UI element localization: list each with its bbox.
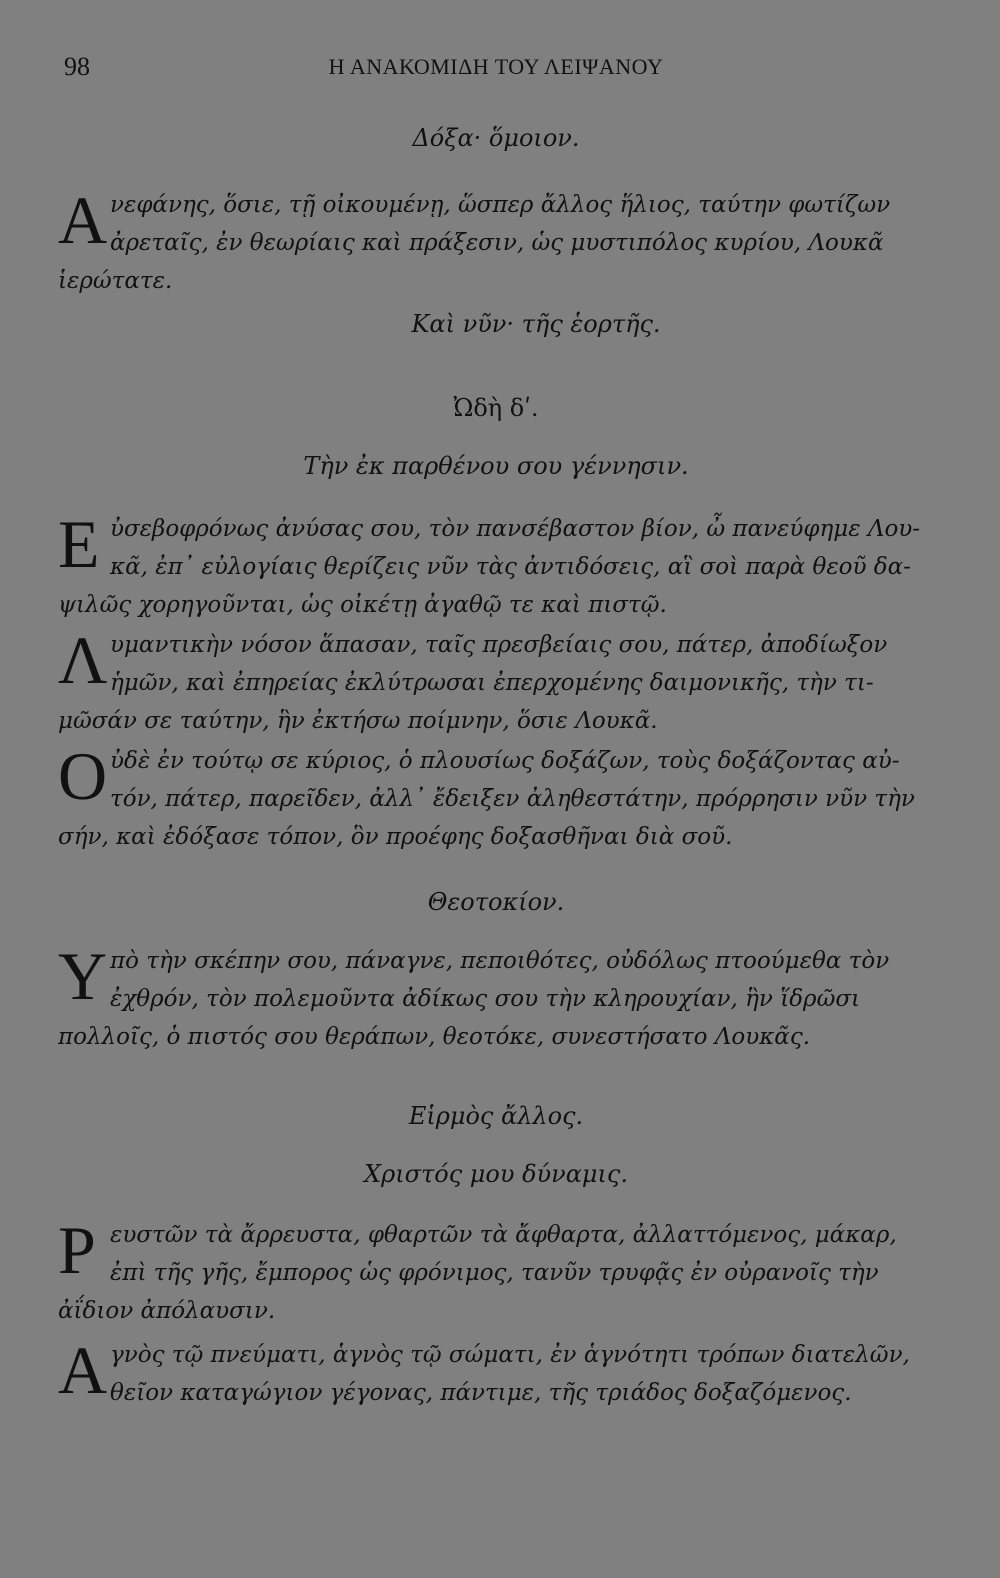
heading-theotokion: Θεοτοκίον. xyxy=(427,888,565,916)
text-line: γνὸς τῷ πνεύματι, ἁγνὸς τῷ σώματι, ἐν ἁγνότητι τρόπων διατελῶν, xyxy=(110,1342,910,1368)
text-line: πολλοῖς, ὁ πιστός σου θεράπων, θεοτόκε, συνεστήσατο Λουκᾶς. xyxy=(58,1024,811,1050)
text-line: ἀρεταῖς, ἐν θεωρίαις καὶ πράξεσιν, ὡς μυστιπόλος κυρίου, Λουκᾶ xyxy=(110,230,884,256)
paragraph xyxy=(58,938,926,1056)
text-line: πὸ τὴν σκέπην σου, πάναγνε, πεποιθότες, οὐδόλως πτοούμεθα τὸν xyxy=(110,948,890,974)
heading-heirmos-allos: Εἱρμὸς ἄλλος. xyxy=(408,1102,584,1130)
paragraph xyxy=(58,182,926,300)
paragraph xyxy=(58,622,926,740)
running-head: Η ΑΝΑΚΟΜΙΔΗ ΤΟΥ ΛΕΙΨΑΝΟΥ xyxy=(328,54,664,79)
drop-cap: Λ xyxy=(58,622,108,698)
text-line: υμαντικὴν νόσον ἅπασαν, ταῖς πρεσβείαις σου, πάτερ, ἀποδίωξον xyxy=(110,632,888,658)
text-line: ευστῶν τὰ ἄρρευστα, φθαρτῶν τὰ ἄφθαρτα, ἀλλαττόμενος, μάκαρ, xyxy=(110,1222,897,1248)
text-line: νεφάνης, ὅσιε, τῇ οἰκουμένῃ, ὥσπερ ἄλλος ἥλιος, ταύτην φωτίζων xyxy=(110,192,891,218)
heading-doxa: Δόξα· ὅμοιον. xyxy=(412,124,580,152)
text-line: ἐχθρόν, τὸν πολεμοῦντα ἀδίκως σου τὴν κληρουχίαν, ἣν ἵδρῶσι xyxy=(110,986,861,1012)
drop-cap: Ε xyxy=(58,506,100,582)
drop-cap: Α xyxy=(58,1332,108,1408)
text-line: μῶσάν σε ταύτην, ἣν ἐκτήσω ποίμνην, ὅσιε Λουκᾶ. xyxy=(58,708,658,734)
drop-cap: Υ xyxy=(58,938,108,1014)
book-page xyxy=(58,40,934,1540)
paragraph xyxy=(58,506,926,624)
text-line: τόν, πάτερ, παρεῖδεν, ἀλλ᾽ ἔδειξεν ἀληθεστάτην, πρόρρησιν νῦν τὴν xyxy=(110,786,915,812)
text-line: κᾶ, ἐπ᾽ εὐλογίαις θερίζεις νῦν τὰς ἀντιδόσεις, αἳ σοὶ παρὰ θεοῦ δα- xyxy=(110,554,911,580)
drop-cap: Ρ xyxy=(58,1212,96,1288)
text-line: θεῖον καταγώγιον γέγονας, πάντιμε, τῆς τριάδος δοξαζόμενος. xyxy=(110,1380,852,1406)
text-line: σήν, καὶ ἐδόξασε τόπον, ὃν προέφης δοξασθῆναι διὰ σοῦ. xyxy=(58,824,733,850)
paragraph xyxy=(58,1332,926,1412)
text-line: ἀΐδιον ἀπόλαυσιν. xyxy=(58,1298,276,1324)
text-line: ἐπὶ τῆς γῆς, ἔμπορος ὡς φρόνιμος, τανῦν τρυφᾷς ἐν οὐρανοῖς τὴν xyxy=(110,1260,879,1286)
text-line: ψιλῶς χορηγοῦνται, ὡς οἰκέτῃ ἀγαθῷ τε καὶ πιστῷ. xyxy=(58,592,667,618)
paragraph xyxy=(58,1212,926,1330)
heading-ode: Ὠδὴ δʹ. xyxy=(453,394,539,422)
text-line: ἱερώτατε. xyxy=(58,268,173,294)
paragraph xyxy=(58,738,926,856)
text-line: ἡμῶν, καὶ ἐπηρείας ἐκλύτρωσαι ἐπερχομένης δαιμονικῆς, τὴν τι- xyxy=(110,670,874,696)
drop-cap: Α xyxy=(58,182,108,258)
heading-heirmos: Τὴν ἐκ παρθένου σου γέννησιν. xyxy=(303,452,689,480)
drop-cap: Ο xyxy=(58,738,108,814)
page-header xyxy=(58,52,934,86)
text-line: ὐδὲ ἐν τούτῳ σε κύριος, ὁ πλουσίως δοξάζων, τοὺς δοξάζοντας αὐ- xyxy=(110,748,900,774)
heading-heirmos-title: Χριστός μου δύναμις. xyxy=(364,1160,628,1188)
text-line: ὐσεβοφρόνως ἀνύσας σου, τὸν πανσέβαστον βίον, ὦ πανεύφημε Λου- xyxy=(110,516,921,542)
heading-kai-nyn: Καὶ νῦν· τῆς ἑορτῆς. xyxy=(411,310,661,338)
page-number: 98 xyxy=(64,52,90,81)
